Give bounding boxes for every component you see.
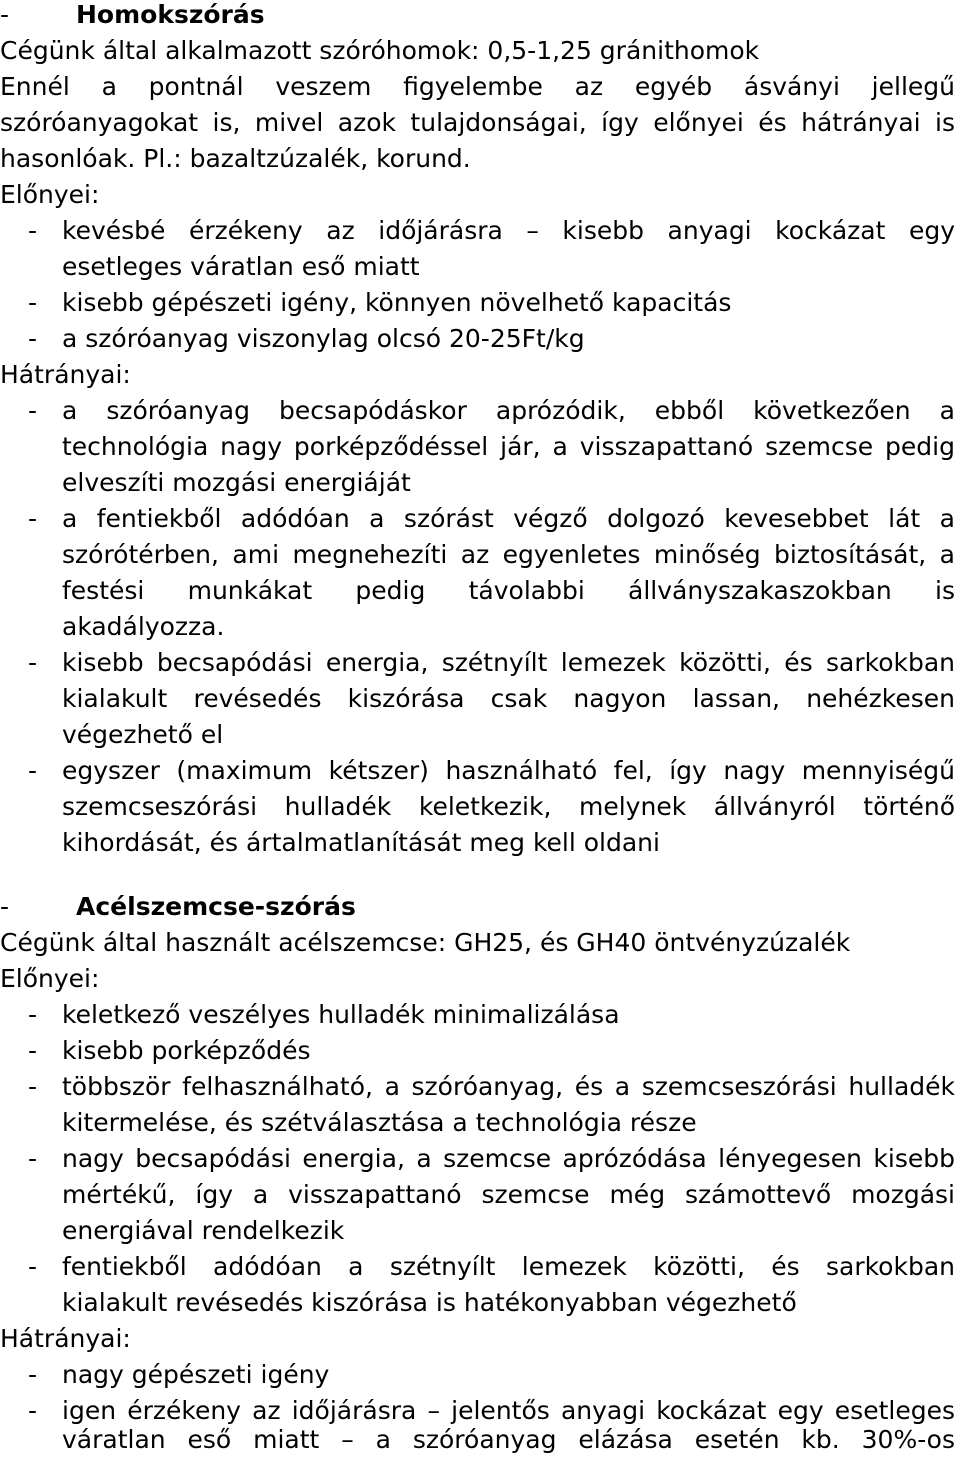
list-dash: - xyxy=(28,1360,38,1389)
heading-text: Acélszemcse-szórás xyxy=(76,892,356,921)
list-item-text: egyszer (maximum kétszer) használható fel, így nagy mennyiségű xyxy=(62,756,955,785)
list-dash: - xyxy=(28,1144,38,1173)
list-item-continuation xyxy=(0,825,955,861)
list-item-text: fentiekből adódóan a szétnyílt lemezek közötti, és sarkokban xyxy=(62,1252,955,1281)
list-item-text: nagy becsapódási energia, a szemcse aprózódása lényegesen kisebb xyxy=(62,1144,955,1173)
list-item-text: kisebb porképződés xyxy=(62,1036,311,1065)
advantages-label: Előnyei: xyxy=(0,180,100,209)
list-item xyxy=(0,1069,955,1105)
list-item-continuation xyxy=(0,1105,955,1141)
heading-text: Homokszórás xyxy=(76,0,265,29)
list-item-continuation xyxy=(0,609,955,645)
list-item-text: mértékű, így a visszapattanó szemcse még számottevő mozgási xyxy=(62,1180,955,1209)
list-item-continuation xyxy=(0,249,955,285)
list-item-continuation xyxy=(0,1177,955,1213)
list-item-text: akadályozza. xyxy=(62,612,225,641)
list-item xyxy=(0,285,955,321)
list-dash: - xyxy=(28,756,38,785)
list-item-text: kialakult revésedés kiszórása csak nagyon lassan, nehézkesen xyxy=(62,684,955,713)
list-dash: - xyxy=(28,324,38,353)
list-item-text: kitermelése, és szétválasztása a technológia része xyxy=(62,1108,697,1137)
list-dash: - xyxy=(28,1000,38,1029)
heading-dash: - xyxy=(0,892,10,921)
list-item-text: végezhető el xyxy=(62,720,224,749)
list-item-text: szemcseszórási hulladék keletkezik, melynek állványról történő xyxy=(62,792,955,821)
list-item-text: keletkező veszélyes hulladék minimalizálása xyxy=(62,1000,620,1029)
list-item xyxy=(0,501,955,537)
list-item-continuation xyxy=(0,717,955,753)
list-item xyxy=(0,1357,955,1393)
list-item-continuation xyxy=(0,789,955,825)
list-item-text: elveszíti mozgási energiáját xyxy=(62,468,411,497)
advantages-label: Előnyei: xyxy=(0,964,100,993)
list-dash: - xyxy=(28,288,38,317)
list-dash: - xyxy=(28,504,38,533)
paragraph-line: Cégünk által alkalmazott szóróhomok: 0,5-1,25 gránithomok xyxy=(0,36,760,65)
list-item-continuation xyxy=(0,681,955,717)
list-item-text: kihordását, és ártalmatlanítását meg kell oldani xyxy=(62,828,660,857)
list-item-text: többször felhasználható, a szóróanyag, és a szemcseszórási hulladék xyxy=(62,1072,955,1101)
list-item-text: festési munkákat pedig távolabbi állványszakaszokban is xyxy=(62,576,955,605)
list-item xyxy=(0,1033,955,1069)
list-item xyxy=(0,997,955,1033)
list-item-text: energiával rendelkezik xyxy=(62,1216,345,1245)
list-item-text: technológia nagy porképződéssel jár, a visszapattanó szemcse pedig xyxy=(62,432,955,461)
list-dash: - xyxy=(28,648,38,677)
list-item-text: kialakult revésedés kiszórása is hatékonyabban végezhető xyxy=(62,1288,797,1317)
list-item-text: igen érzékeny az időjárásra – jelentős anyagi kockázat egy esetleges xyxy=(62,1396,955,1425)
list-item-continuation xyxy=(0,1285,955,1321)
list-item xyxy=(0,1141,955,1177)
list-dash: - xyxy=(28,1036,38,1065)
list-item-text: kevésbé érzékeny az időjárásra – kisebb anyagi kockázat egy xyxy=(62,216,955,245)
list-item xyxy=(0,1249,955,1285)
heading-dash: - xyxy=(0,0,10,29)
list-item-text: nagy gépészeti igény xyxy=(62,1360,330,1389)
list-item xyxy=(0,393,955,429)
paragraph-line: hasonlóak. Pl.: bazaltzúzalék, korund. xyxy=(0,144,471,173)
list-item-text: kisebb gépészeti igény, könnyen növelhető kapacitás xyxy=(62,288,732,317)
section-heading-acelszemcse xyxy=(0,889,955,925)
list-item-text: a fentiekből adódóan a szórást végző dolgozó kevesebbet lát a xyxy=(62,504,955,533)
list-item-text: váratlan eső miatt – a szóróanyag elázása esetén kb. 30%-os xyxy=(62,1425,955,1454)
list-item xyxy=(0,645,955,681)
list-item-continuation xyxy=(0,1422,955,1458)
list-item xyxy=(0,321,955,357)
disadvantages-label: Hátrányai: xyxy=(0,1324,131,1353)
list-item xyxy=(0,213,955,249)
list-dash: - xyxy=(28,1396,38,1425)
disadvantages-label: Hátrányai: xyxy=(0,360,131,389)
list-item-continuation xyxy=(0,537,955,573)
list-item-continuation xyxy=(0,573,955,609)
paragraph-line: szóróanyagokat is, mivel azok tulajdonságai, így előnyei és hátrányai is xyxy=(0,108,955,137)
list-item-text: a szóróanyag becsapódáskor aprózódik, ebből következően a xyxy=(62,396,955,425)
list-item-continuation xyxy=(0,429,955,465)
section-heading-homokszoras xyxy=(0,0,955,33)
paragraph-line: Ennél a pontnál veszem figyelembe az egyéb ásványi jellegű xyxy=(0,72,955,101)
list-dash: - xyxy=(28,216,38,245)
list-dash: - xyxy=(28,396,38,425)
paragraph-line: Cégünk által használt acélszemcse: GH25, és GH40 öntvényzúzalék xyxy=(0,928,851,957)
list-item-text: esetleges váratlan eső miatt xyxy=(62,252,420,281)
list-item-text: szórótérben, ami megnehezíti az egyenletes minőség biztosítását, a xyxy=(62,540,955,569)
list-item-text: a szóróanyag viszonylag olcsó 20-25Ft/kg xyxy=(62,324,585,353)
list-dash: - xyxy=(28,1252,38,1281)
list-dash: - xyxy=(28,1072,38,1101)
list-item-continuation xyxy=(0,1213,955,1249)
list-item-continuation xyxy=(0,465,955,501)
list-item xyxy=(0,753,955,789)
list-item-text: kisebb becsapódási energia, szétnyílt lemezek közötti, és sarkokban xyxy=(62,648,955,677)
